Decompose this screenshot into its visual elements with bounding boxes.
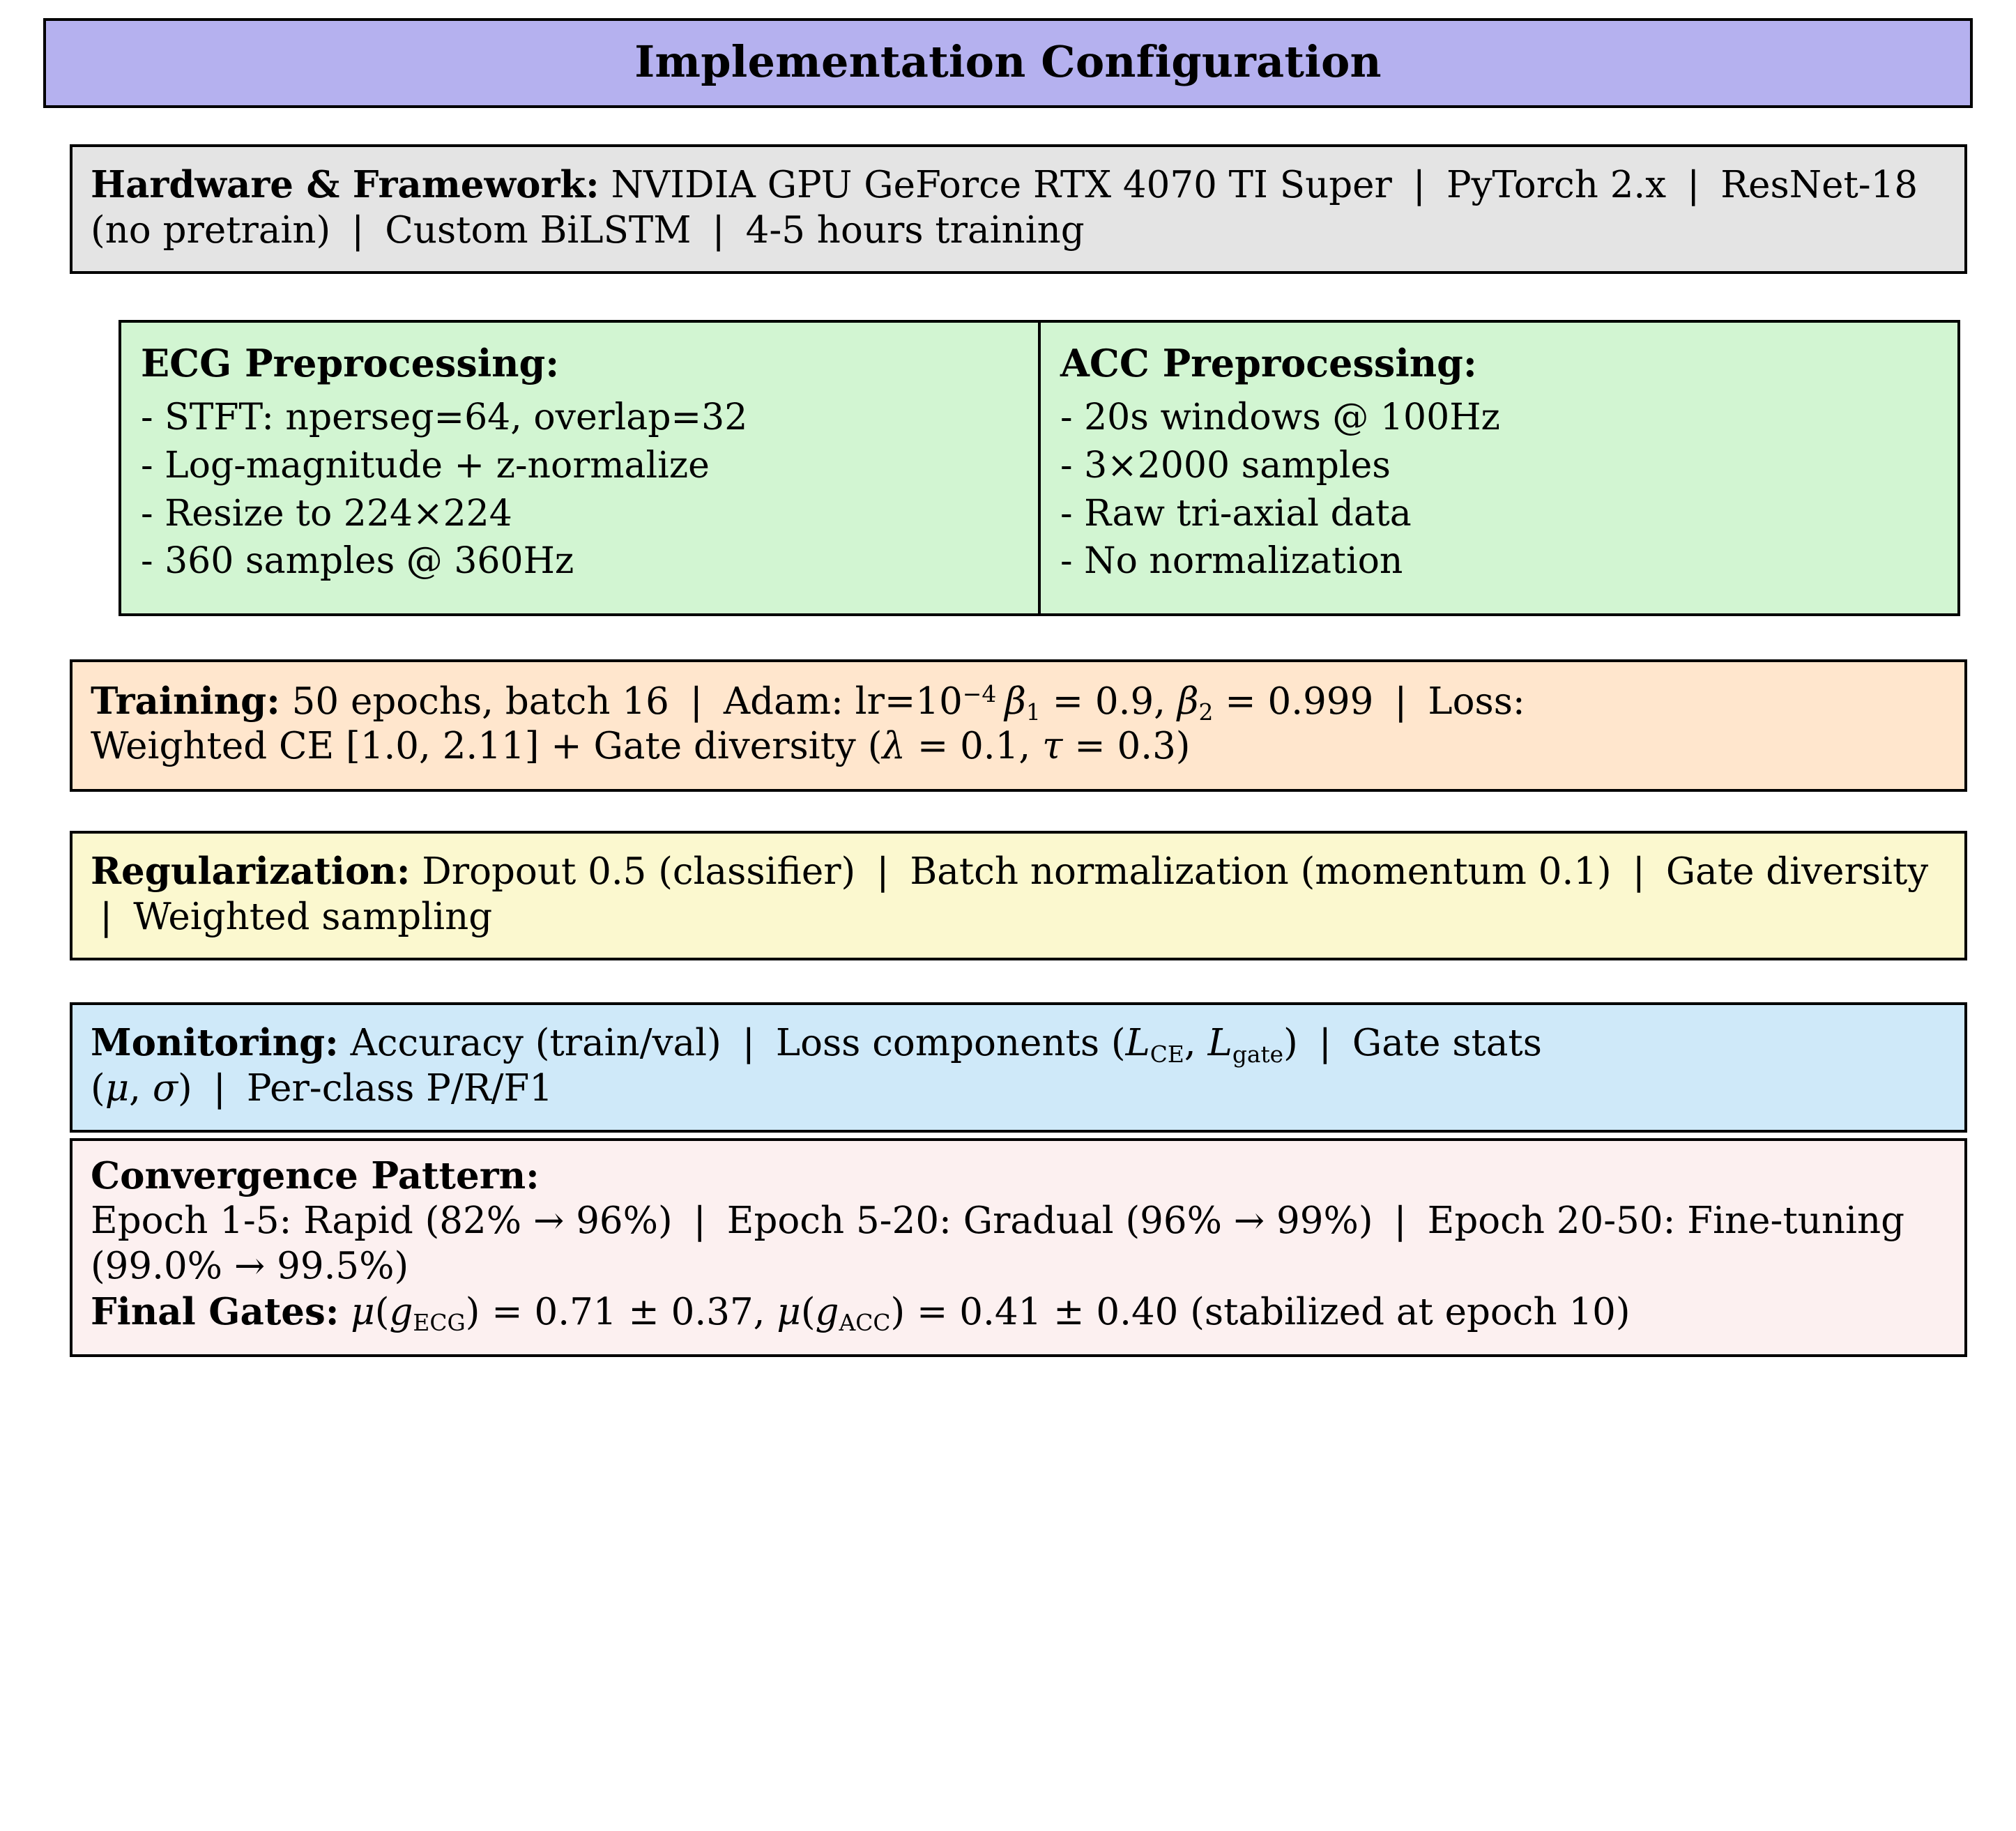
mu-symbol: μ: [105, 1067, 130, 1110]
loss-gate-subscript: gate: [1232, 1040, 1284, 1068]
page-title: Implementation Configuration: [634, 36, 1382, 87]
preprocessing-box: [119, 320, 1960, 616]
beta1-value: = 0.9,: [1040, 680, 1166, 723]
monitoring-comma: ,: [1184, 1022, 1208, 1065]
final-gate-g2-subscript: ACC: [839, 1308, 891, 1336]
acc-preprocessing-column: [1041, 323, 1957, 613]
sigma-symbol: σ: [152, 1067, 178, 1110]
monitoring-label: Monitoring:: [91, 1021, 339, 1065]
lambda-value: = 0.1,: [905, 725, 1031, 768]
regularization-box: [70, 831, 1967, 960]
loss-ce-subscript: CE: [1150, 1040, 1184, 1068]
ecg-preprocessing-item: - 360 samples @ 360Hz: [141, 540, 574, 583]
final-gate-g-2: g: [815, 1290, 839, 1333]
monitoring-part3: ❘ Per-class P/R/F1: [192, 1067, 553, 1110]
final-gate-value-1: = 0.71 ± 0.37,: [480, 1290, 765, 1333]
training-lr-exponent: −4: [962, 680, 997, 707]
monitoring-part2: ) ❘ Gate stats: [1283, 1022, 1542, 1065]
regularization-text: [91, 849, 1946, 940]
ecg-preprocessing-column: [121, 323, 1041, 613]
acc-preprocessing-heading: ACC Preprocessing:: [1060, 341, 1477, 386]
regularization-value: Dropout 0.5 (classifier) ❘ Batch normalization (momentum 0.1) ❘ Gate diversity ❘ Weighted sampling: [91, 850, 1929, 938]
final-gates-label: Final Gates:: [91, 1289, 339, 1333]
final-gate-g1-subscript: ECG: [413, 1308, 466, 1336]
hardware-framework-box: [70, 144, 1967, 274]
ecg-preprocessing-item: - Resize to 224×224: [141, 492, 512, 535]
training-box: [70, 659, 1967, 792]
acc-preprocessing-item: - 20s windows @ 100Hz: [1060, 397, 1500, 439]
monitoring-box: [70, 1002, 1967, 1132]
beta1-symbol: β: [1005, 680, 1026, 723]
convergence-box: [70, 1138, 1967, 1358]
lambda-symbol: λ: [882, 725, 906, 768]
final-gate-mu-2: μ: [777, 1290, 801, 1333]
hardware-framework-text: [91, 162, 1946, 253]
beta2-value: = 0.999 ❘ Loss:: [1213, 680, 1525, 723]
tau-symbol: τ: [1042, 725, 1063, 768]
beta2-symbol: β: [1177, 680, 1199, 723]
convergence-heading: Convergence Pattern:: [91, 1154, 540, 1197]
loss-gate-symbol: L: [1207, 1022, 1232, 1065]
monitoring-text: Monitoring: Accuracy (train/val) ❘ Loss components (LCE, Lgate) ❘ Gate stats (μ, σ) ❘ Per-class P/R/F1: [91, 1021, 1542, 1110]
regularization-label: Regularization:: [91, 850, 411, 894]
training-label: Training:: [91, 679, 280, 723]
final-gate-value-2: = 0.41 ± 0.40 (stabilized at epoch 10): [905, 1290, 1631, 1333]
acc-preprocessing-item: - No normalization: [1060, 540, 1403, 583]
ecg-preprocessing-item: - STFT: nperseg=64, overlap=32: [141, 397, 748, 439]
acc-preprocessing-item: - 3×2000 samples: [1060, 444, 1391, 487]
loss-ce-symbol: L: [1125, 1022, 1150, 1065]
hardware-framework-value: NVIDIA GPU GeForce RTX 4070 TI Super ❘ PyTorch 2.x ❘ ResNet-18 (no pretrain) ❘ Custom BiLSTM ❘ 4-5 hours training: [91, 164, 1918, 252]
training-text: [91, 679, 1946, 769]
beta2-subscript: 2: [1198, 698, 1214, 726]
training-part2: Weighted CE [1.0, 2.11] + Gate diversity (: [91, 725, 883, 768]
ecg-preprocessing-heading: ECG Preprocessing:: [141, 341, 560, 386]
hardware-framework-label: Hardware & Framework:: [91, 163, 600, 206]
convergence-line1: Epoch 1-5: Rapid (82% → 96%) ❘ Epoch 5-20: Gradual (96% → 99%) ❘ Epoch 20-50: Fine-tuning (99.0% → 99.5%): [91, 1200, 1905, 1288]
convergence-text: Convergence Pattern: Epoch 1-5: Rapid (82% → 96%) ❘ Epoch 5-20: Gradual (96% → 99%) ❘ Epoch 20-50: Fine-tuning (99.0% → 99.5%) Final Gates: μ(gECG) = 0.71 ± 0.37, μ(gACC) = 0.41 ± 0.40 (stabilized at epoch 10): [91, 1154, 1905, 1336]
monitoring-part1: Accuracy (train/val) ❘ Loss components (: [338, 1022, 1126, 1065]
beta1-subscript: 1: [1025, 698, 1041, 726]
final-gate-mu-1: μ: [351, 1290, 375, 1333]
acc-preprocessing-item: - Raw tri-axial data: [1060, 492, 1412, 535]
training-part1: 50 epochs, batch 16 ❘ Adam: lr=10: [280, 680, 963, 723]
final-gate-g-1: g: [389, 1290, 413, 1333]
tau-value: = 0.3): [1062, 725, 1191, 768]
title-banner: [43, 18, 1973, 108]
ecg-preprocessing-item: - Log-magnitude + z-normalize: [141, 444, 710, 487]
